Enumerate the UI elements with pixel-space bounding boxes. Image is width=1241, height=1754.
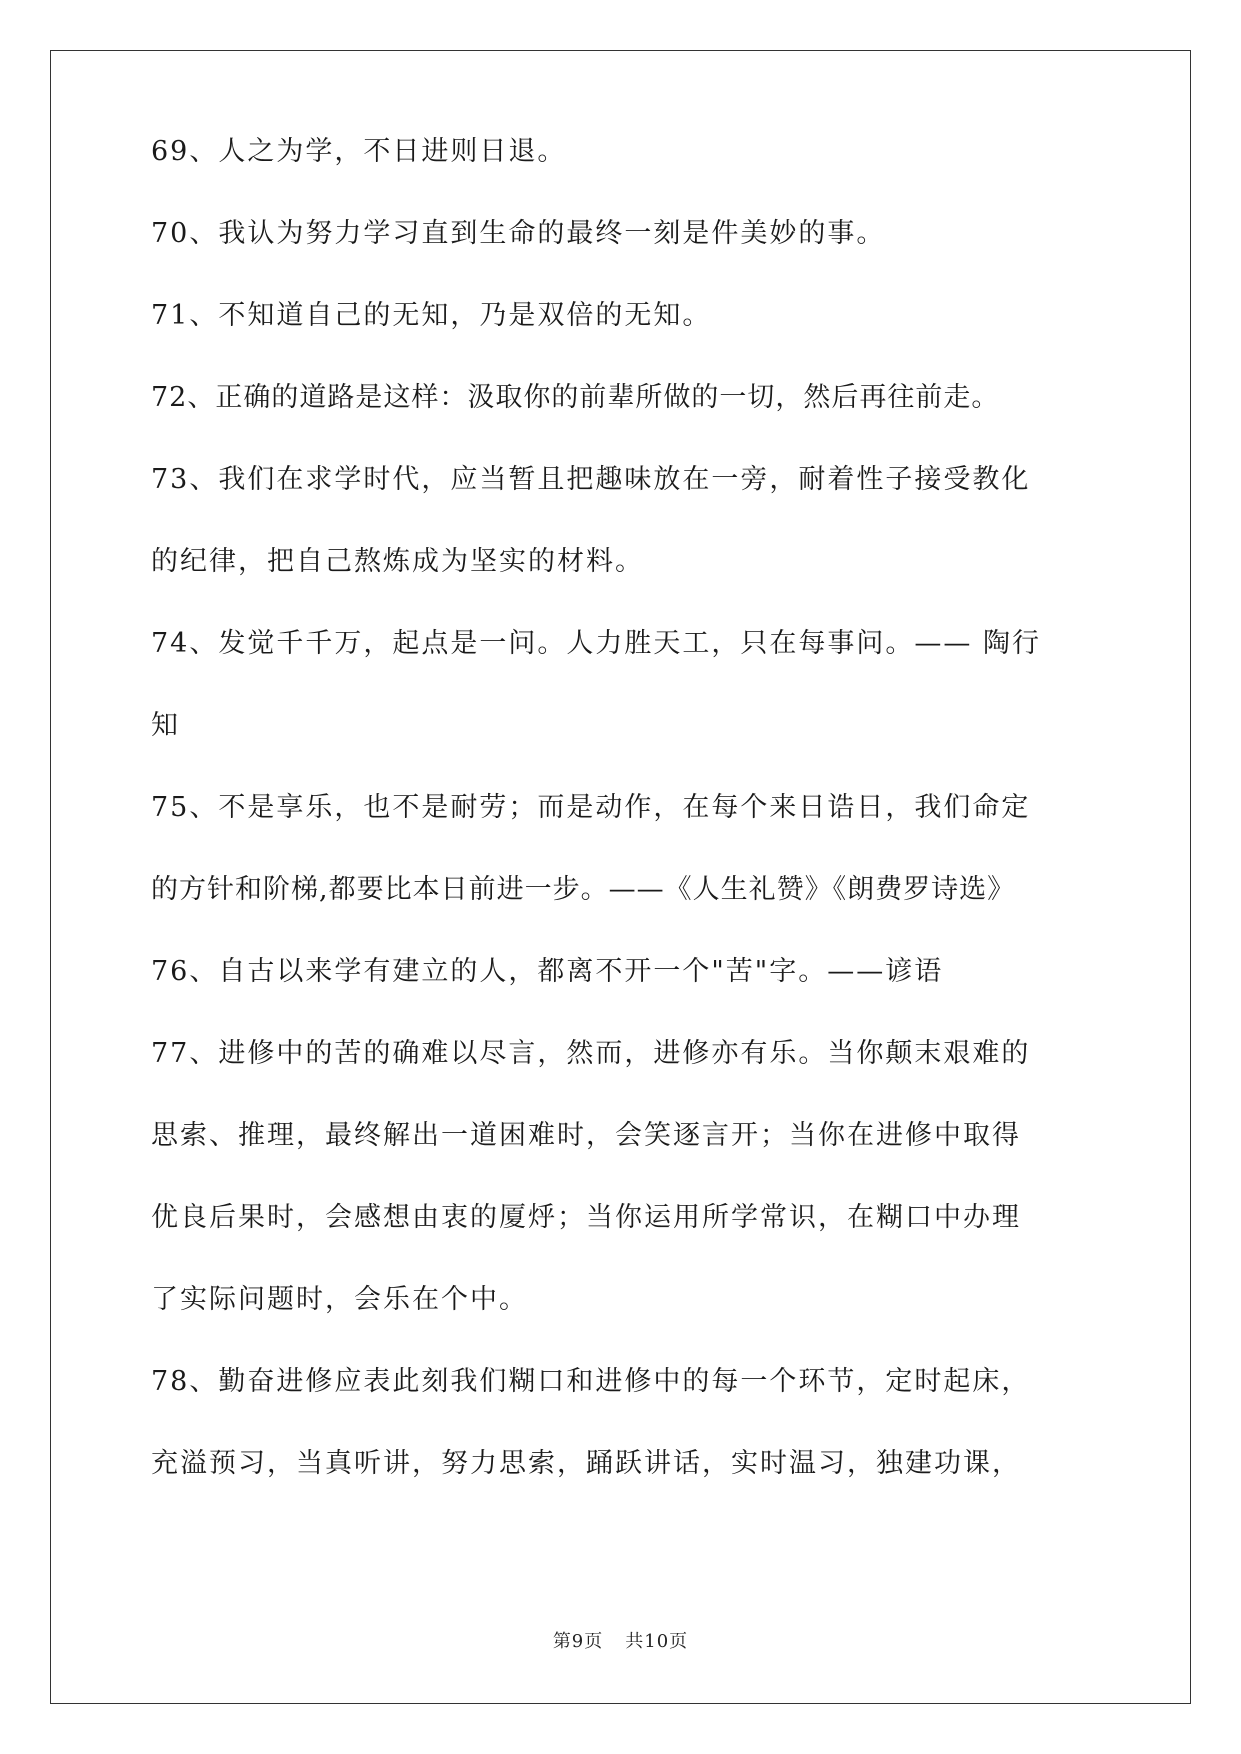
page-number-total: 共10页 <box>625 1631 689 1652</box>
text-line: 76、自古以来学有建立的人，都离不开一个"苦"字。——谚语 <box>151 956 944 987</box>
page-footer <box>0 1627 1241 1653</box>
document-body <box>151 136 1111 1546</box>
page-number-current: 第9页 <box>552 1631 604 1652</box>
text-line: 78、勤奋进修应表此刻我们糊口和进修中的每一个环节，定时起床， <box>151 1366 1031 1397</box>
text-line: 了实际问题时，会乐在个中。 <box>151 1284 528 1315</box>
text-line: 74、发觉千千万，起点是一问。人力胜天工，只在每事问。—— 陶行 <box>151 628 1041 659</box>
text-line: 思索、推理，最终解出一道困难时，会笑逐言开；当你在进修中取得 <box>151 1120 1021 1151</box>
text-line: 75、不是享乐，也不是耐劳；而是动作，在每个来日诰日，我们命定 <box>151 792 1031 823</box>
text-line: 77、进修中的苦的确难以尽言，然而，进修亦有乐。当你颠末艰难的 <box>151 1038 1031 1069</box>
text-line: 充溢预习，当真听讲，努力思索，踊跃讲话，实时温习，独建功课， <box>151 1448 1021 1479</box>
text-line: 知 <box>151 710 180 741</box>
text-line: 的纪律，把自己熬炼成为坚实的材料。 <box>151 546 644 577</box>
text-line: 70、我认为努力学习直到生命的最终一刻是件美妙的事。 <box>151 218 886 249</box>
text-line: 72、正确的道路是这样：汲取你的前辈所做的一切，然后再往前走。 <box>151 382 1000 413</box>
text-line: 69、人之为学，不日进则日退。 <box>151 136 567 167</box>
text-line: 71、不知道自己的无知，乃是双倍的无知。 <box>151 300 712 331</box>
text-line: 73、我们在求学时代，应当暂且把趣味放在一旁，耐着性子接受教化 <box>151 464 1031 495</box>
text-line: 的方针和阶梯,都要比本日前进一步。——《人生礼赞》《朗费罗诗选》 <box>151 874 1016 905</box>
text-line: 优良后果时，会感想由衷的厦烀；当你运用所学常识，在糊口中办理 <box>151 1202 1021 1233</box>
